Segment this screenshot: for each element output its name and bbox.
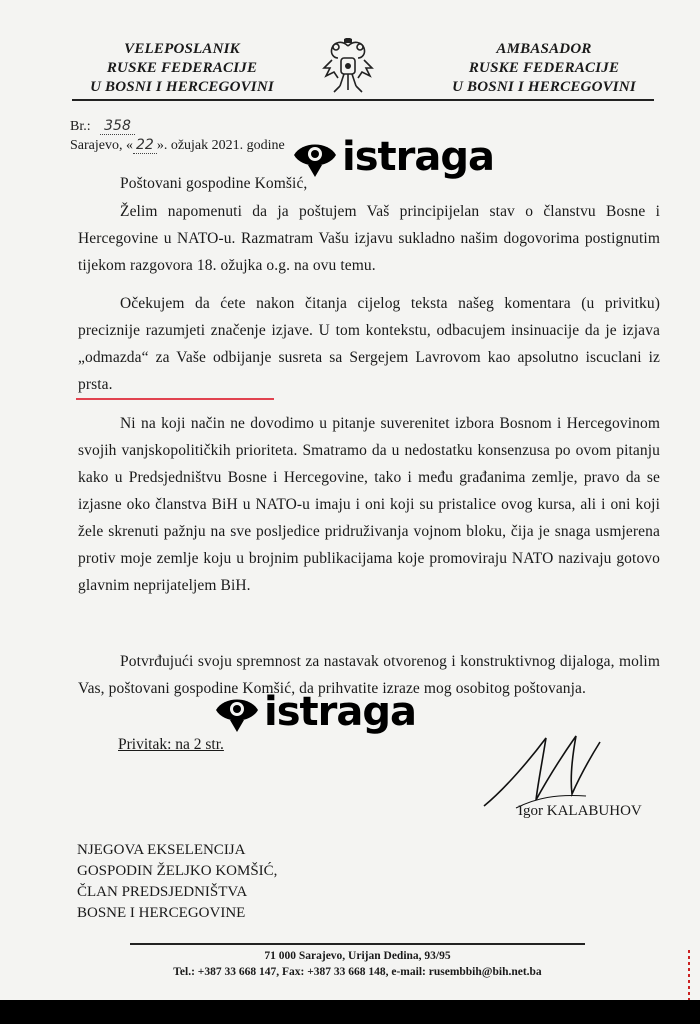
addressee-line: NJEGOVA EKSELENCIJA	[77, 842, 246, 858]
header-left-line: RUSKE FEDERACIJE	[106, 60, 258, 76]
footer-contacts: Tel.: +387 33 668 147, Fax: +387 33 668 148, e-mail: rusembbih@bih.net.ba	[173, 966, 542, 978]
header-left-line: U BOSNI I HERCEGOVINI	[90, 79, 274, 95]
footer-divider	[130, 943, 585, 945]
number-label: Br.:	[70, 119, 91, 134]
paragraph: Želim napomenuti da ja poštujem Vaš principijelan stav o članstvu Bosne i Hercegovine u NATO-u. Razmatram Vašu izjavu sukladno našim dogovorima postignutim tijekom razgovora 18. ožujka o.g. na ovu temu.	[78, 203, 660, 274]
addressee-line: ČLAN PREDSJEDNIŠTVA	[77, 884, 248, 900]
watermark	[214, 690, 416, 734]
addressee-line: GOSPODIN ŽELJKO KOMŠIĆ,	[77, 863, 278, 879]
date-day: 22	[133, 137, 157, 154]
signer-name: Igor KALABUHOV	[518, 803, 642, 819]
highlight-underline	[76, 398, 274, 400]
header-right-line: RUSKE FEDERACIJE	[468, 60, 620, 76]
header-right-line: U BOSNI I HERCEGOVINI	[452, 79, 636, 95]
bottom-bar	[0, 1000, 700, 1024]
footer-address: 71 000 Sarajevo, Urijan Dedina, 93/95	[264, 950, 451, 962]
number-value: 358	[100, 118, 135, 135]
header-right	[434, 40, 654, 97]
addressee-block	[77, 840, 277, 924]
reference-number	[70, 118, 135, 135]
edge-mark	[688, 950, 690, 1002]
addressee-line: BOSNE I HERCEGOVINE	[77, 905, 246, 921]
header-right-line: AMBASADOR	[496, 41, 592, 57]
paragraph: Potvrđujući svoju spremnost za nastavak otvorenog i konstruktivnog dijaloga, molim Vas, poštovani gospodine Komšić, da prihvatite izraze mog osobitog poštovanja.	[78, 653, 660, 697]
salutation: Poštovani gospodine Komšić,	[120, 175, 308, 192]
paragraph: Ni na koji način ne dovodimo u pitanje suverenitet izbora Bosnom i Hercegovinom svojih vanjskopolitičkih prioriteta. Smatramo da u nedostatku konsenzusa po ovom pitanju kako u Predsjedništvu Bosne i Hercegovine, tako i među građanima zemlje, pravo da se izjasne oko članstva BiH u NATO-u imaju i oni koji su pristalice ovog kursa, ali i oni koji žele skrenuti pažnju na sve posljedice pridruživanja vojnom bloku, čija je snaga usmjerena protiv moje zemlje koju u brojnim publikacijama koje promoviraju NATO nazivaju gotovo glavnim neprijateljem BiH.	[78, 415, 660, 594]
watermark-text: istraga	[264, 689, 416, 735]
double-headed-eagle-icon	[322, 38, 374, 96]
header-left-line: VELEPOSLANIK	[124, 41, 240, 57]
reference-date	[70, 137, 285, 154]
date-place: Sarajevo, «	[70, 138, 133, 153]
paragraph: Očekujem da ćete nakon čitanja cijelog teksta našeg komentara (u privitku) preciznije razumjeti značenje izjave. U tom kontekstu, odbacujem insinuacije da je izjava „odmazda“ za Vaše odbijanje susreta sa Sergejem Lavrovom kao apsolutno iscuclani iz prsta.	[78, 295, 660, 393]
attachment-note: Privitak: na 2 str.	[118, 736, 224, 753]
eye-logo-icon	[214, 690, 260, 734]
watermark-text: istraga	[342, 134, 494, 180]
date-rest: ». ožujak 2021. godine	[156, 138, 285, 153]
header-left	[72, 40, 292, 97]
header-divider	[72, 99, 654, 101]
